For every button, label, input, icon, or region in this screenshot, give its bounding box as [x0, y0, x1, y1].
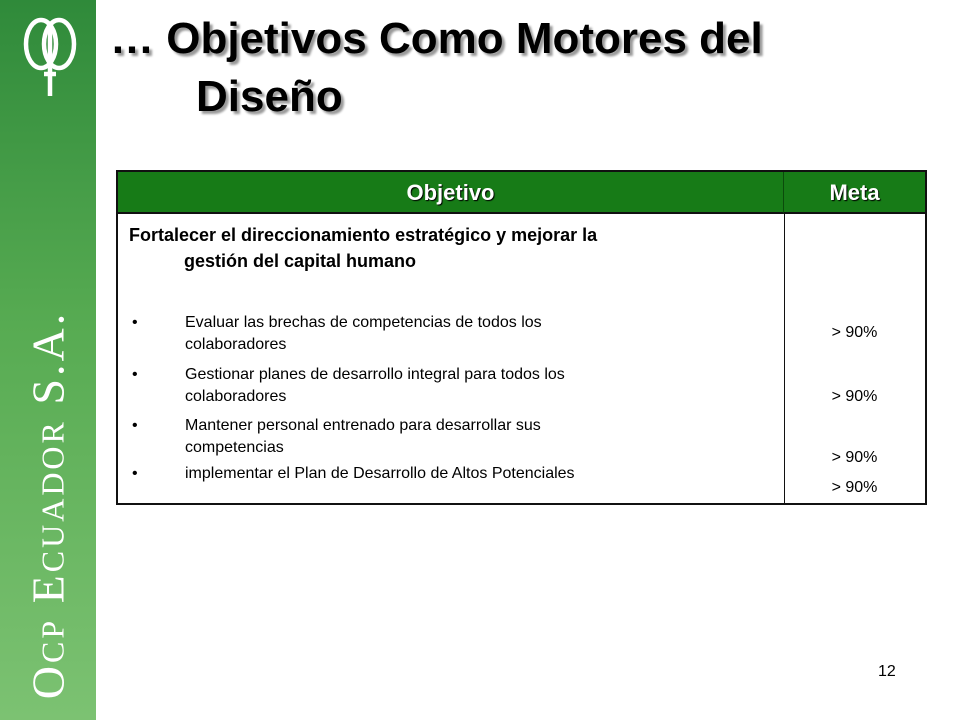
list-item: [129, 415, 769, 459]
list-item: [129, 312, 769, 356]
header-objective: Objetivo: [118, 172, 784, 214]
slide-title: [110, 10, 930, 126]
company-name: Ocp Ecuador S.A.: [22, 310, 74, 700]
slide-title-line1: … Objetivos Como Motores del: [110, 14, 763, 63]
list-item-line1: Mantener personal entrenado para desarrollar sus: [185, 417, 541, 434]
list-item-line2: colaboradores: [185, 388, 287, 405]
bullet-icon: •: [132, 465, 138, 482]
list-item-line1: implementar el Plan de Desarrollo de Altos Potenciales: [185, 465, 575, 482]
list-item-line2: colaboradores: [185, 336, 287, 353]
bullet-icon: •: [132, 417, 138, 434]
ocp-logo-icon: [22, 14, 78, 100]
list-item-line1: Evaluar las brechas de competencias de todos los: [185, 314, 542, 331]
objective-list: [129, 312, 769, 485]
goal-value: > 90%: [831, 388, 878, 405]
goal-value: > 90%: [831, 449, 878, 466]
list-item: [129, 463, 769, 485]
brand-sidebar: [0, 0, 96, 720]
objectives-table: [116, 170, 927, 505]
slide-title-line2: Diseño: [196, 72, 343, 121]
bullet-icon: •: [132, 366, 138, 383]
list-item-line1: Gestionar planes de desarrollo integral para todos los: [185, 366, 565, 383]
list-item-line2: competencias: [185, 439, 284, 456]
bullet-icon: •: [132, 314, 138, 331]
header-goal: Meta: [784, 172, 925, 214]
main-objective-line2: gestión del capital humano: [184, 251, 417, 271]
main-objective-line1: Fortalecer el direccionamiento estratégico y mejorar la: [129, 225, 598, 245]
goal-value: > 90%: [831, 324, 878, 341]
list-item: [129, 364, 769, 408]
main-objective: [129, 222, 769, 274]
goal-value: > 90%: [831, 479, 878, 496]
page-number: 12: [878, 663, 896, 680]
